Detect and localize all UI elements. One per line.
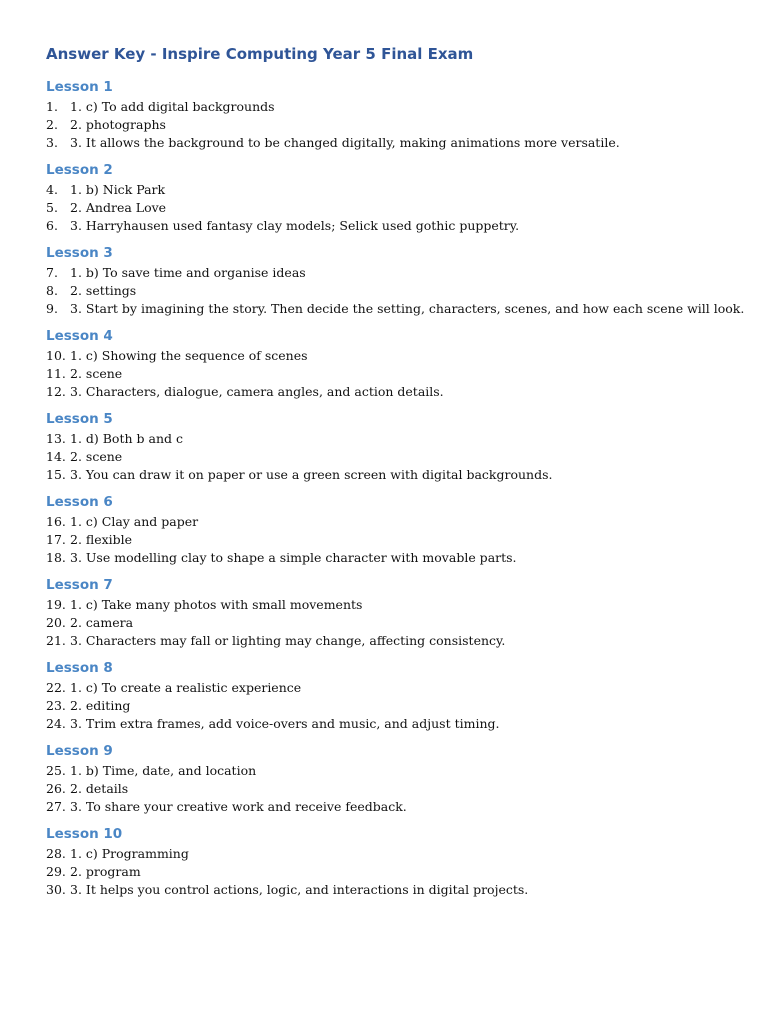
answer-list xyxy=(46,264,745,318)
answer-number: 4. xyxy=(46,182,58,197)
lesson-section xyxy=(46,493,736,567)
answer-item xyxy=(46,531,736,549)
answer-number: 25. xyxy=(46,763,66,778)
answer-text: 3. Characters may fall or lighting may change, affecting consistency. xyxy=(70,633,506,648)
answer-text: 2. scene xyxy=(70,449,123,464)
lesson-section xyxy=(46,161,736,235)
answer-item xyxy=(46,881,736,899)
answer-text: 1. d) Both b and c xyxy=(70,431,183,446)
lesson-section xyxy=(46,576,736,650)
answer-text: 1. c) Programming xyxy=(70,846,189,861)
lesson-section xyxy=(46,659,736,733)
answer-text: 1. b) Time, date, and location xyxy=(70,763,257,778)
lesson-heading: Lesson 9 xyxy=(46,743,113,759)
answer-item xyxy=(46,199,736,217)
answer-list xyxy=(46,845,736,899)
answer-number: 3. xyxy=(46,135,58,150)
lesson-section xyxy=(46,78,736,152)
answer-text: 2. scene xyxy=(70,366,123,381)
lesson-heading: Lesson 5 xyxy=(46,411,113,427)
answer-text: 2. editing xyxy=(70,698,131,713)
answer-key-page xyxy=(46,44,745,908)
answer-item xyxy=(46,282,736,300)
lesson-section xyxy=(46,742,736,816)
answer-number: 20. xyxy=(46,615,66,630)
answer-list xyxy=(46,679,736,733)
answer-item xyxy=(46,614,736,632)
answer-item xyxy=(46,466,736,484)
answer-text: 2. settings xyxy=(70,283,137,298)
answer-item xyxy=(46,347,736,365)
answer-number: 24. xyxy=(46,716,66,731)
answer-number: 9. xyxy=(46,301,58,316)
answer-text: 2. flexible xyxy=(70,532,133,547)
lesson-heading: Lesson 10 xyxy=(46,826,123,842)
answer-item xyxy=(46,300,745,318)
answer-list xyxy=(46,596,736,650)
answer-text: 2. photographs xyxy=(70,117,166,132)
answer-text: 3. Use modelling clay to shape a simple character with movable parts. xyxy=(70,550,517,565)
lessons-list xyxy=(46,78,745,899)
answer-text: 3. Trim extra frames, add voice-overs and music, and adjust timing. xyxy=(70,716,500,731)
answer-item xyxy=(46,697,736,715)
answer-item xyxy=(46,549,736,567)
answer-number: 30. xyxy=(46,882,66,897)
lesson-heading: Lesson 7 xyxy=(46,577,113,593)
answer-item xyxy=(46,98,736,116)
answer-text: 3. Harryhausen used fantasy clay models; Selick used gothic puppetry. xyxy=(70,218,520,233)
answer-list xyxy=(46,430,736,484)
answer-number: 28. xyxy=(46,846,66,861)
answer-text: 3. Characters, dialogue, camera angles, and action details. xyxy=(70,384,444,399)
answer-item xyxy=(46,762,736,780)
lesson-section xyxy=(46,244,745,318)
lesson-heading: Lesson 8 xyxy=(46,660,113,676)
answer-item xyxy=(46,632,736,650)
answer-text: 3. You can draw it on paper or use a green screen with digital backgrounds. xyxy=(70,467,553,482)
answer-text: 1. c) Take many photos with small movements xyxy=(70,597,363,612)
answer-number: 10. xyxy=(46,348,66,363)
answer-text: 2. program xyxy=(70,864,141,879)
answer-number: 19. xyxy=(46,597,66,612)
answer-item xyxy=(46,679,736,697)
answer-item xyxy=(46,448,736,466)
lesson-section xyxy=(46,327,736,401)
document-title: Answer Key - Inspire Computing Year 5 Final Exam xyxy=(46,45,474,63)
answer-number: 6. xyxy=(46,218,58,233)
answer-list xyxy=(46,762,736,816)
answer-text: 2. camera xyxy=(70,615,134,630)
lesson-heading: Lesson 3 xyxy=(46,245,113,261)
answer-number: 16. xyxy=(46,514,66,529)
answer-text: 3. It helps you control actions, logic, and interactions in digital projects. xyxy=(70,882,529,897)
lesson-section xyxy=(46,410,736,484)
answer-number: 5. xyxy=(46,200,58,215)
answer-text: 1. c) Showing the sequence of scenes xyxy=(70,348,308,363)
answer-number: 14. xyxy=(46,449,66,464)
lesson-heading: Lesson 4 xyxy=(46,328,113,344)
answer-number: 26. xyxy=(46,781,66,796)
answer-item xyxy=(46,217,736,235)
answer-item xyxy=(46,134,736,152)
answer-item xyxy=(46,845,736,863)
lesson-heading: Lesson 2 xyxy=(46,162,113,178)
answer-text: 2. Andrea Love xyxy=(70,200,167,215)
answer-number: 7. xyxy=(46,265,58,280)
answer-item xyxy=(46,430,736,448)
answer-number: 11. xyxy=(46,366,66,381)
answer-text: 2. details xyxy=(70,781,129,796)
answer-item xyxy=(46,798,736,816)
answer-item xyxy=(46,513,736,531)
answer-number: 2. xyxy=(46,117,58,132)
answer-item xyxy=(46,596,736,614)
answer-text: 1. b) To save time and organise ideas xyxy=(70,265,306,280)
answer-number: 29. xyxy=(46,864,66,879)
answer-text: 3. Start by imagining the story. Then decide the setting, characters, scenes, and how each scene will look. xyxy=(70,301,745,316)
answer-number: 12. xyxy=(46,384,66,399)
answer-item xyxy=(46,863,736,881)
lesson-heading: Lesson 1 xyxy=(46,79,113,95)
answer-number: 17. xyxy=(46,532,66,547)
answer-text: 3. It allows the background to be changed digitally, making animations more versatile. xyxy=(70,135,620,150)
answer-number: 13. xyxy=(46,431,66,446)
answer-list xyxy=(46,513,736,567)
answer-number: 23. xyxy=(46,698,66,713)
answer-number: 15. xyxy=(46,467,66,482)
answer-number: 1. xyxy=(46,99,58,114)
answer-item xyxy=(46,365,736,383)
lesson-heading: Lesson 6 xyxy=(46,494,113,510)
answer-list xyxy=(46,181,736,235)
answer-item xyxy=(46,181,736,199)
answer-text: 1. c) To create a realistic experience xyxy=(70,680,302,695)
answer-text: 1. b) Nick Park xyxy=(70,182,166,197)
answer-list xyxy=(46,98,736,152)
answer-item xyxy=(46,715,736,733)
answer-number: 27. xyxy=(46,799,66,814)
answer-item xyxy=(46,116,736,134)
answer-text: 1. c) Clay and paper xyxy=(70,514,199,529)
answer-number: 22. xyxy=(46,680,66,695)
lesson-section xyxy=(46,825,736,899)
answer-item xyxy=(46,383,736,401)
answer-text: 3. To share your creative work and receive feedback. xyxy=(70,799,407,814)
answer-number: 18. xyxy=(46,550,66,565)
answer-number: 8. xyxy=(46,283,58,298)
answer-list xyxy=(46,347,736,401)
answer-text: 1. c) To add digital backgrounds xyxy=(70,99,275,114)
answer-item xyxy=(46,264,736,282)
answer-item xyxy=(46,780,736,798)
answer-number: 21. xyxy=(46,633,66,648)
